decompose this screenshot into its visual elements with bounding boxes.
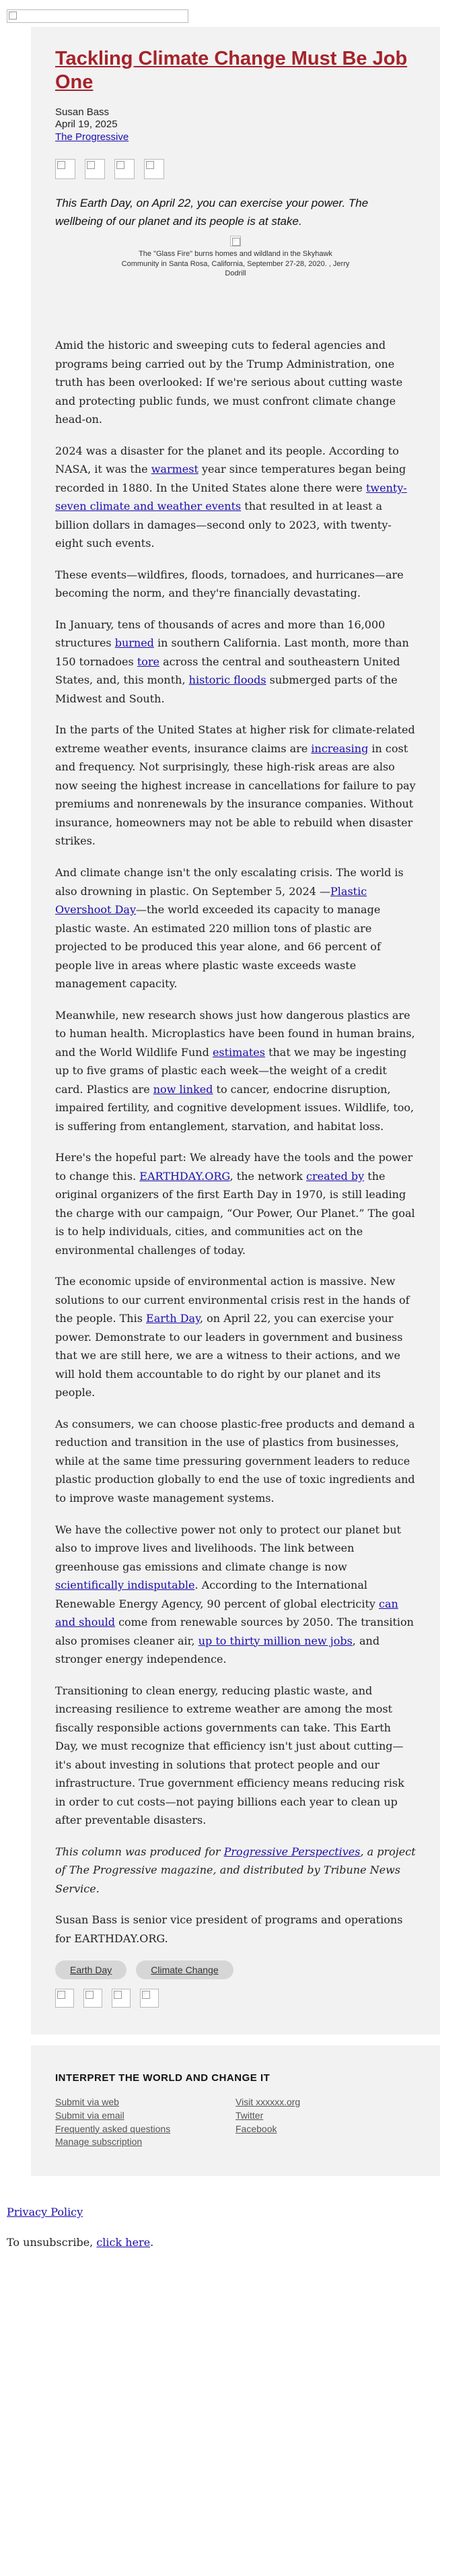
twitter-share-icon[interactable] [85, 159, 105, 179]
paragraph: These events—wildfires, floods, tornadoes, and hurricanes—are becoming the norm, and they're financially devastating. [55, 568, 404, 600]
tag-climate-change[interactable]: Climate Change [136, 1960, 233, 1979]
legal-section [0, 2176, 471, 2286]
inline-link[interactable]: tore [137, 655, 160, 668]
paragraph: In the parts of the United States at higher risk for climate-related extreme weather events, insurance claims are increasing in cost and frequency. Not surprisingly, these high-risk areas are also now seeing the highest increase in cancellations for failure to pay premiums and nonrenewals by the insurance companies. Without insurance, homeowners may not be able to rebuild when disaster strikes. [55, 723, 416, 848]
footer-columns [55, 2096, 416, 2148]
paragraph: As consumers, we can choose plastic-free products and demand a reduction and transition in the use of plastics from businesses, while at the same time pressuring government leaders to reduce plastic production globally to end the use of toxic ingredients and to improve waste management systems. [55, 1417, 415, 1505]
author-bio: Susan Bass is senior vice president of programs and operations for EARTHDAY.ORG. [55, 1913, 403, 1945]
author-name: Susan Bass [55, 106, 110, 118]
share-icons-bottom [55, 1989, 416, 2008]
footer [31, 2045, 440, 2175]
footer-col-right [236, 2096, 416, 2148]
inline-link[interactable]: warmest [151, 463, 198, 476]
footer-col-left [55, 2096, 236, 2148]
publication-link[interactable]: The Progressive [55, 131, 129, 143]
unsubscribe-link[interactable]: click here [96, 2235, 151, 2249]
inline-link[interactable]: burned [114, 636, 154, 650]
linkedin-share-icon[interactable] [112, 1989, 131, 2008]
article-card [31, 27, 440, 2035]
article-title-link[interactable]: Tackling Climate Change Must Be Job One [55, 48, 408, 93]
footer-link-faq[interactable]: Frequently asked questions [55, 2123, 171, 2134]
linkedin-share-icon[interactable] [114, 159, 135, 179]
inline-link[interactable]: increasing [311, 741, 369, 755]
paragraph: Here's the hopeful part: We already have the tools and the power to change this. EARTHDAY.ORG, the network created by the original organizers of the first Earth Day in 1970, is still leading the charge with our campaign, “Our Power, Our Planet.” The goal is to help individuals, cities, and communities act on the environmental challenges of today. [55, 1151, 415, 1257]
inline-link[interactable]: up to thirty million new jobs [198, 1634, 353, 1647]
tag-earth-day[interactable]: Earth Day [55, 1960, 126, 1979]
article-image [230, 236, 241, 246]
email-share-icon[interactable] [140, 1989, 159, 2008]
facebook-share-icon[interactable] [55, 159, 75, 179]
publish-date: April 19, 2025 [55, 119, 118, 131]
inline-link[interactable]: historic floods [188, 673, 266, 687]
image-caption: The "Glass Fire" burns homes and wildland in the Skyhawk Community in Santa Rosa, California, September 27-28, 2020. , Jerry Dodrill [121, 250, 350, 277]
inline-link[interactable]: estimates [212, 1045, 265, 1059]
footer-link-submit-web[interactable]: Submit via web [55, 2096, 119, 2108]
article-dek: This Earth Day, on April 22, you can exercise your power. The wellbeing of our planet and its people is at stake. [55, 196, 369, 228]
paragraph: We have the collective power not only to protect our planet but also to improve lives and livelihoods. The link between greenhouse gas emissions and climate change is now scientifically indisputable. According to the International Renewable Energy Agency, 90 percent of global electricity can and should come from renewable sources by 2050. The transition also promises cleaner air, up to thirty million new jobs, and stronger energy independence. [55, 1523, 414, 1666]
article-meta [55, 106, 416, 144]
privacy-policy-link[interactable]: Privacy Policy [7, 2205, 83, 2218]
paragraph: 2024 was a disaster for the planet and its people. According to NASA, it was the warmest year since temperatures began being recorded in 1880. In the United States alone there were twenty-seven climate and weather events that resulted in at least a billion dollars in damages—second only to 2023, with twenty-eight such events. [55, 444, 407, 550]
paragraph: Transitioning to clean energy, reducing plastic waste, and increasing resilience to extreme weather are among the most fiscally responsible actions governments can take. This Earth Day, we must recognize that efficiency isn't just about cutting—it's about investing in solutions that protect people and our infrastructure. True government efficiency means reducing risk in order to cut costs—not paying billions each year to clean up after preventable disasters. [55, 1684, 404, 1827]
inline-link[interactable]: can and should [55, 1597, 398, 1629]
inline-link[interactable]: twenty-seven climate and weather events [55, 481, 407, 513]
inline-link[interactable]: Plastic Overshoot Day [55, 884, 367, 917]
inline-link[interactable]: now linked [153, 1082, 213, 1096]
tag-list [55, 1960, 416, 1979]
inline-link[interactable]: EARTHDAY.ORG [139, 1169, 230, 1183]
header-banner [0, 0, 471, 27]
header-logo-image[interactable] [7, 9, 188, 23]
footer-heading: INTERPRET THE WORLD AND CHANGE IT [55, 2072, 270, 2084]
footer-link-facebook[interactable]: Facebook [236, 2123, 277, 2134]
paragraph: Amid the historic and sweeping cuts to federal agencies and programs being carried out by the Trump Administration, one truth has been overlooked: If we're serious about cutting waste and protecting public funds, we must confront climate change head-on. [55, 339, 403, 426]
article-figure [121, 236, 350, 278]
share-icons-top [55, 159, 416, 179]
paragraph: Meanwhile, new research shows just how dangerous plastics are to human health. Microplastics have been found in human brains, and the World Wildlife Fund estimates that we may be ingesting up to five grams of plastic each week—the weight of a credit card. Plastics are now linked to cancer, endocrine disruption, impaired fertility, and cognitive development issues. Wildlife, too, is suffering from entanglement, starvation, and habitat loss. [55, 1008, 415, 1133]
footer-link-manage-subscription[interactable]: Manage subscription [55, 2136, 143, 2148]
paragraph: The economic upside of environmental action is massive. New solutions to our current environmental crisis rest in the hands of the people. This Earth Day, on April 22, you can exercise your power. Demonstrate to our leaders in government and business that we are still here, we are a witness to their actions, and we will hold them accountable to do right by our planet and its people. [55, 1275, 410, 1399]
article-body [55, 336, 416, 1948]
inline-link[interactable]: Progressive Perspectives [223, 1845, 361, 1858]
inline-link[interactable]: created by [306, 1169, 365, 1183]
paragraph: In January, tens of thousands of acres and more than 16,000 structures burned in southern California. Last month, more than 150 tornadoes tore across the central and southeastern United States, and, this month, historic floods submerged parts of the Midwest and South. [55, 618, 409, 705]
facebook-share-icon[interactable] [55, 1989, 74, 2008]
email-share-icon[interactable] [144, 159, 164, 179]
paragraph-credit: This column was produced for Progressive Perspectives, a project of The Progressive magazine, and distributed by Tribune News Service. [55, 1845, 416, 1895]
inline-link[interactable]: Earth Day [146, 1312, 200, 1325]
footer-link-submit-email[interactable]: Submit via email [55, 2109, 124, 2121]
paragraph: And climate change isn't the only escalating crisis. The world is also drowning in plastic. On September 5, 2024 —Plastic Overshoot Day—the world exceeded its capacity to manage plastic waste. An estimated 220 million tons of plastic are projected to be produced this year alone, and 66 percent of people live in areas where plastic waste exceeds waste management capacity. [55, 866, 404, 991]
twitter-share-icon[interactable] [83, 1989, 102, 2008]
footer-link-twitter[interactable]: Twitter [236, 2109, 264, 2121]
footer-link-visit-site[interactable]: Visit xxxxxx.org [236, 2096, 301, 2108]
unsubscribe-line: To unsubscribe, click here. [7, 2235, 154, 2249]
inline-link[interactable]: scientifically indisputable [55, 1579, 195, 1592]
